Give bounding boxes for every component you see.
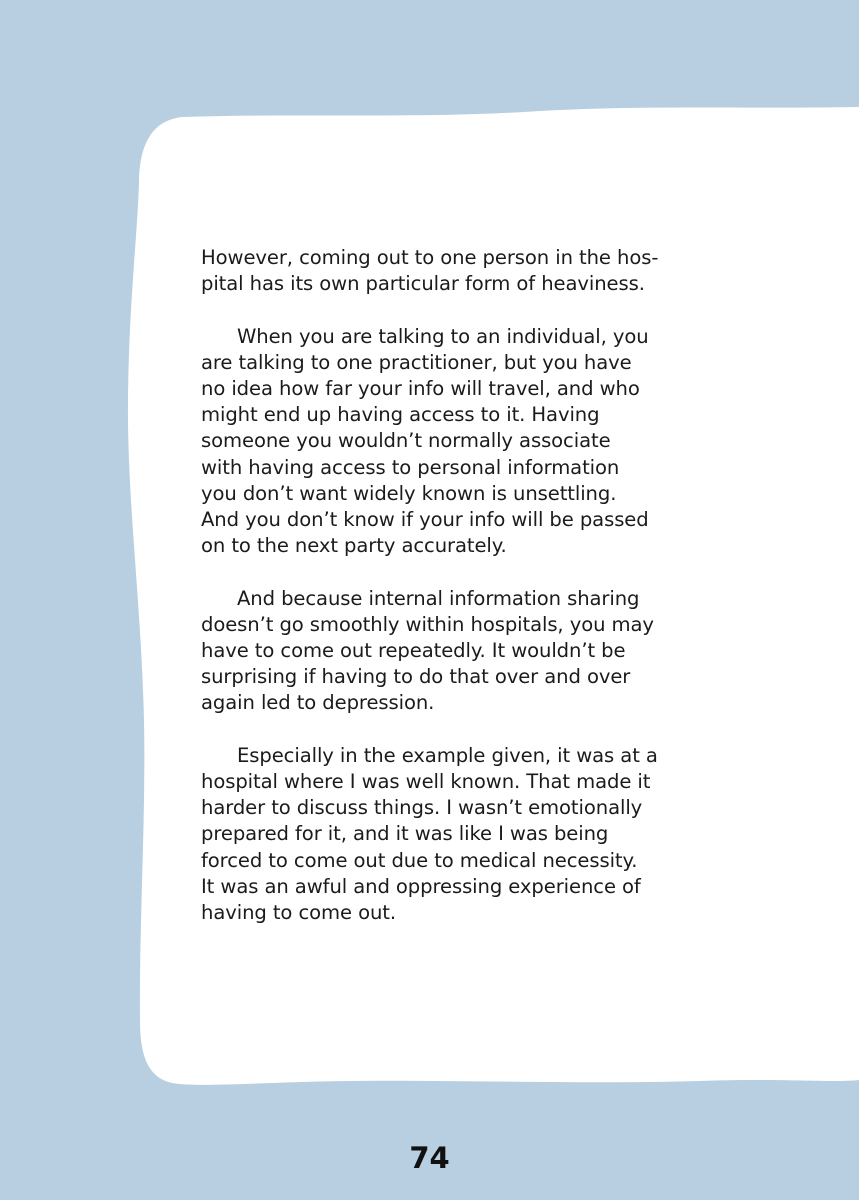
text-line: with having access to personal information [201,455,620,479]
text-line: no idea how far your info will travel, and who [201,377,640,400]
text-line: you don’t want widely known is unsettling. [201,481,617,505]
text-line: might end up having access to it. Having [201,403,600,427]
text-line: again led to depression. [201,691,435,715]
text-line: forced to come out due to medical necessity. [201,848,638,872]
text-line: surprising if having to do that over and over [201,665,631,689]
text-line: And because internal information sharing [237,586,640,610]
paragraph-3 [201,586,741,717]
text-line: on to the next party accurately. [201,534,507,558]
page-number: 74 [409,1141,450,1175]
paragraph-2 [201,324,741,560]
text-line: harder to discuss things. I wasn’t emotionally [201,796,643,820]
text-line: someone you wouldn’t normally associate [201,429,611,453]
text-line: When you are talking to an individual, you [237,324,649,348]
text-line: It was an awful and oppressing experience of [201,874,641,898]
text-line: Especially in the example given, it was at a [237,743,658,767]
text-line: are talking to one practitioner, but you have [201,350,632,374]
text-line: having to come out. [201,901,396,925]
paragraph-1 [201,245,741,297]
text-line: doesn’t go smoothly within hospitals, you may [201,612,654,636]
text-line: prepared for it, and it was like I was being [201,822,609,846]
text-line: And you don’t know if your info will be passed [201,508,649,532]
text-line: However, coming out to one person in the hos- [201,246,659,269]
text-line: have to come out repeatedly. It wouldn’t be [201,639,626,663]
paragraph-4 [201,743,741,926]
text-line: pital has its own particular form of heaviness. [201,272,645,296]
text-line: hospital where I was well known. That made it [201,770,651,794]
body-text [201,245,741,926]
